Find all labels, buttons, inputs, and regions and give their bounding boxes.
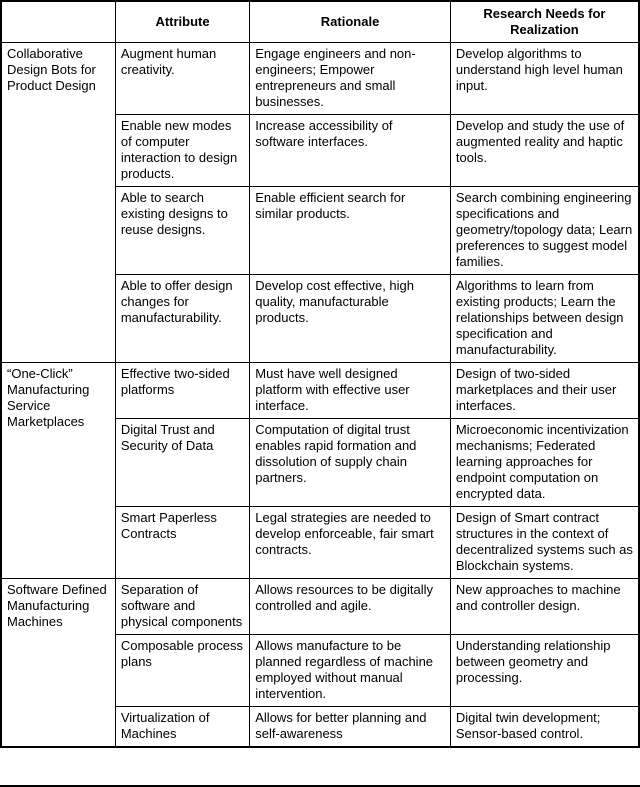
category-cell-collaborative-design-bots: Collaborative Design Bots for Product Design <box>1 43 115 363</box>
attribute-cell: Augment human creativity. <box>115 43 249 115</box>
table-row <box>1 43 639 115</box>
attribute-cell: Digital Trust and Security of Data <box>115 419 249 507</box>
header-cell-rationale: Rationale <box>250 1 451 43</box>
research-needs-cell: Algorithms to learn from existing products; Learn the relationships between design specification and manufacturability. <box>450 275 639 363</box>
rationale-cell: Increase accessibility of software interfaces. <box>250 115 451 187</box>
attribute-cell: Effective two-sided platforms <box>115 363 249 419</box>
category-cell-one-click-marketplaces: “One-Click” Manufacturing Service Marketplaces <box>1 363 115 579</box>
table-row <box>1 579 639 635</box>
research-needs-cell: New approaches to machine and controller design. <box>450 579 639 635</box>
research-needs-cell: Design of Smart contract structures in the context of decentralized systems such as Blockchain systems. <box>450 507 639 579</box>
research-needs-cell: Microeconomic incentivization mechanisms; Federated learning approaches for endpoint computation on encrypted data. <box>450 419 639 507</box>
attribute-cell: Able to offer design changes for manufacturability. <box>115 275 249 363</box>
attribute-cell: Composable process plans <box>115 635 249 707</box>
research-needs-cell: Search combining engineering specifications and geometry/topology data; Learn preferences to suggest model families. <box>450 187 639 275</box>
rationale-cell: Allows for better planning and self-awareness <box>250 707 451 748</box>
attribute-cell: Virtualization of Machines <box>115 707 249 748</box>
research-needs-cell: Develop algorithms to understand high level human input. <box>450 43 639 115</box>
header-row <box>1 1 639 43</box>
attribute-cell: Enable new modes of computer interaction to design products. <box>115 115 249 187</box>
rationale-cell: Allows resources to be digitally controlled and agile. <box>250 579 451 635</box>
research-needs-cell: Design of two-sided marketplaces and their user interfaces. <box>450 363 639 419</box>
rationale-cell: Enable efficient search for similar products. <box>250 187 451 275</box>
rationale-cell: Allows manufacture to be planned regardless of machine employed without manual intervention. <box>250 635 451 707</box>
header-cell-category <box>1 1 115 43</box>
category-cell-software-defined-machines: Software Defined Manufacturing Machines <box>1 579 115 748</box>
rationale-cell: Engage engineers and non-engineers; Empower entrepreneurs and small businesses. <box>250 43 451 115</box>
research-needs-cell: Develop and study the use of augmented reality and haptic tools. <box>450 115 639 187</box>
rationale-cell: Develop cost effective, high quality, manufacturable products. <box>250 275 451 363</box>
attribute-cell: Separation of software and physical components <box>115 579 249 635</box>
attribute-cell: Smart Paperless Contracts <box>115 507 249 579</box>
rationale-cell: Computation of digital trust enables rapid formation and dissolution of supply chain partners. <box>250 419 451 507</box>
research-needs-cell: Understanding relationship between geometry and processing. <box>450 635 639 707</box>
table-row <box>1 363 639 419</box>
research-needs-cell: Digital twin development; Sensor-based control. <box>450 707 639 748</box>
attribute-cell: Able to search existing designs to reuse designs. <box>115 187 249 275</box>
header-cell-research-needs: Research Needs for Realization <box>450 1 639 43</box>
header-cell-attribute: Attribute <box>115 1 249 43</box>
rationale-cell: Legal strategies are needed to develop enforceable, fair smart contracts. <box>250 507 451 579</box>
rationale-cell: Must have well designed platform with effective user interface. <box>250 363 451 419</box>
